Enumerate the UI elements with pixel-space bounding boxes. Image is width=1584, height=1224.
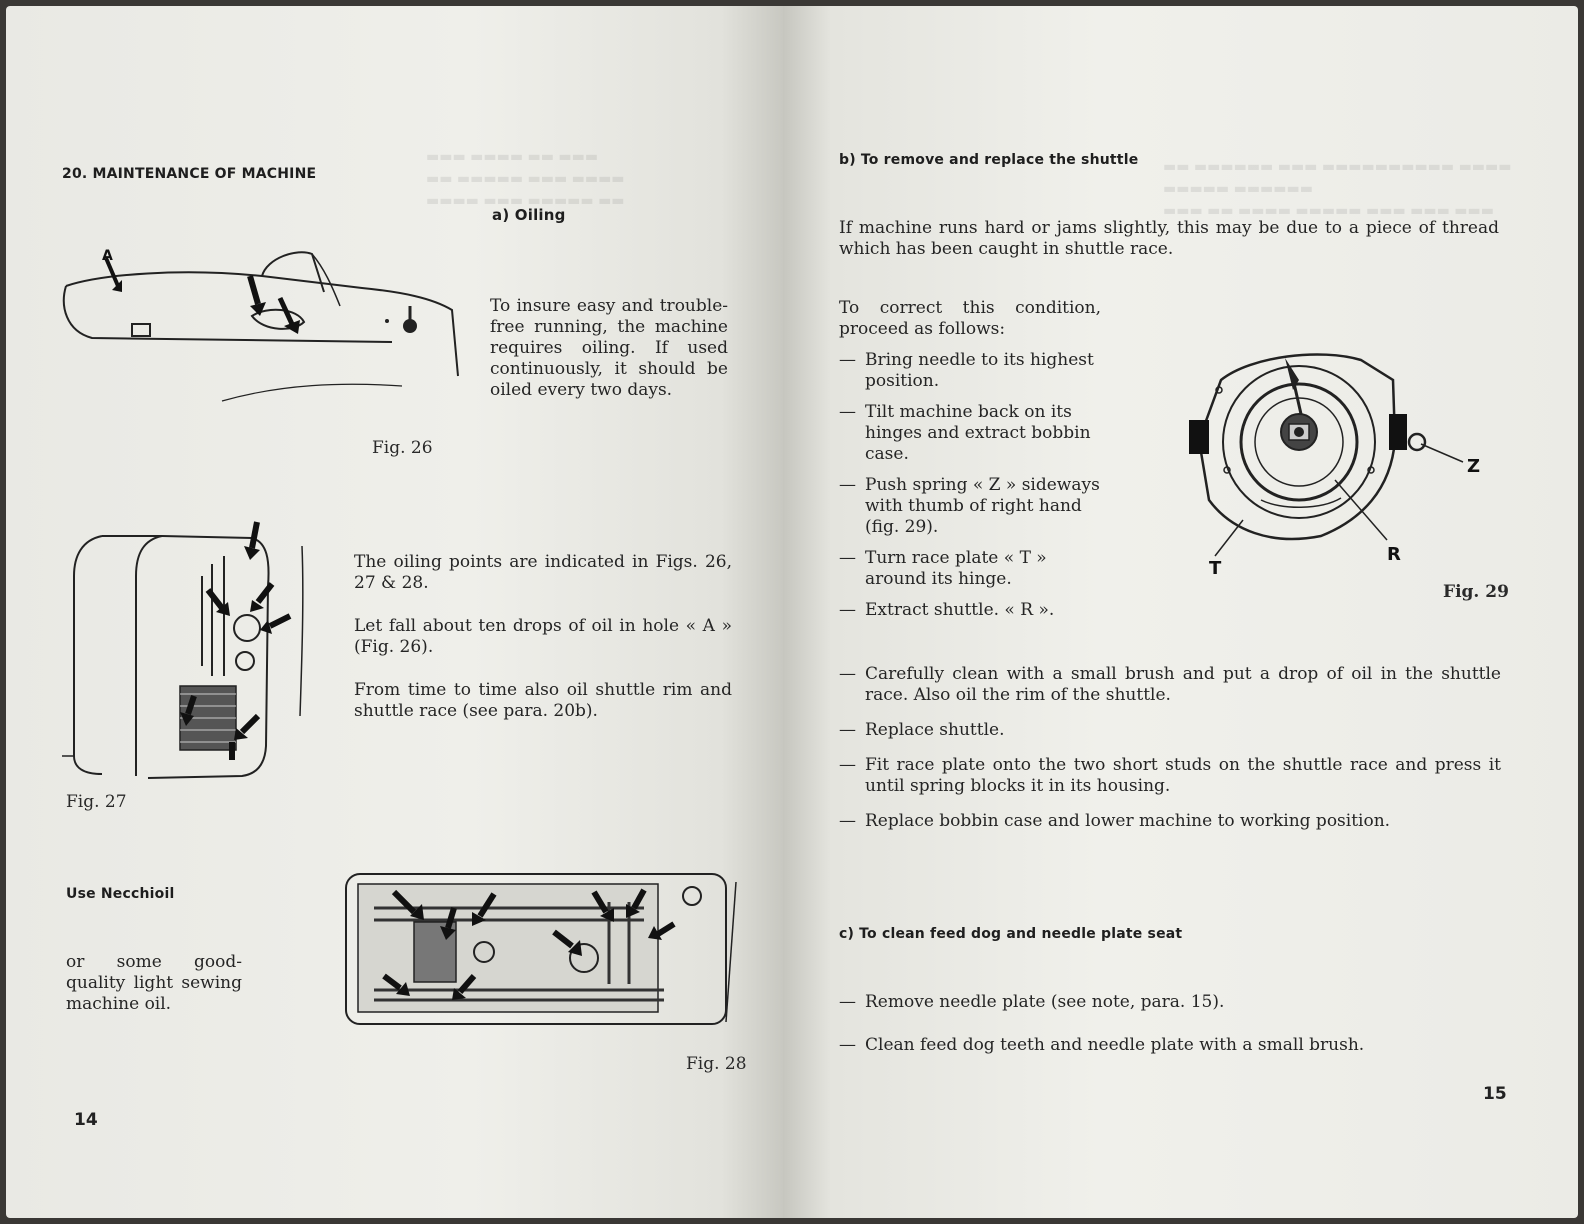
right-page (783, 6, 1578, 1218)
step-item: — Clean feed dog teeth and needle plate with a small brush. (839, 1035, 1501, 1056)
step-item: — Carefully clean with a small brush and put a drop of oil in the shuttle race. Also oil the rim of the shuttle. (839, 664, 1501, 706)
fig29-label: Fig. 29 (1443, 582, 1509, 602)
steps-list (839, 350, 1101, 631)
fig26-callout-a: A (102, 248, 113, 264)
oiling-points-text: The oiling points are indicated in Figs. 26, 27 & 28. (354, 552, 732, 593)
jam-paragraph: If machine runs hard or jams slightly, this may be due to a piece of thread which has been caught in shuttle race. (839, 218, 1499, 259)
step-item: — Turn race plate « T » around its hinge. (839, 548, 1101, 590)
oiling-heading: a) Oiling (492, 206, 566, 224)
fig28-drawing (344, 872, 739, 1032)
page-number-15: 15 (1483, 1084, 1507, 1104)
step-item: — Fit race plate onto the two short studs on the shuttle race and press it until spring blocks it in its housing. (839, 755, 1501, 797)
drops-text: Let fall about ten drops of oil in hole « A » (Fig. 26). (354, 616, 732, 657)
fig26-label: Fig. 26 (372, 438, 433, 458)
section-title: 20. MAINTENANCE OF MACHINE (62, 166, 317, 182)
left-page (6, 6, 783, 1218)
shuttle-heading: b) To remove and replace the shuttle (839, 152, 1139, 168)
step-item: — Tilt machine back on its hinges and extract bobbin case. (839, 402, 1101, 465)
step-item: — Replace shuttle. (839, 720, 1501, 741)
step-item: — Replace bobbin case and lower machine to working position. (839, 811, 1501, 832)
fig28-label: Fig. 28 (686, 1054, 747, 1074)
fig29-drawing (1181, 350, 1501, 580)
fig29-callout-t: T (1209, 558, 1222, 579)
page-number-14: 14 (74, 1110, 98, 1130)
step-item: — Push spring « Z » sideways with thumb of right hand (fig. 29). (839, 475, 1101, 538)
shuttle-rim-text: From time to time also oil shuttle rim and shuttle race (see para. 20b). (354, 680, 732, 721)
fig29-callout-z: Z (1467, 456, 1481, 477)
oiling-paragraph: To insure easy and trouble-free running, the machine requires oiling. If used continuously, it should be oiled every two days. (490, 296, 728, 400)
step-item: — Bring needle to its highest position. (839, 350, 1101, 392)
bleed-through-text: ▬▬▬ ▬▬▬▬ ▬▬ ▬▬▬ ▬▬ ▬▬▬▬▬ ▬▬▬ ▬▬▬▬ ▬▬▬▬ ▬▬▬ ▬▬▬▬▬ ▬▬ (426, 149, 625, 209)
correct-intro: To correct this condition, proceed as follows: (839, 298, 1101, 339)
bleed-through-text: ▬▬ ▬▬▬▬▬▬ ▬▬▬ ▬▬▬▬▬▬▬▬▬▬ ▬▬▬▬ ▬▬▬▬▬ ▬▬▬▬▬▬ ▬▬▬ ▬▬ ▬▬▬▬ ▬▬▬▬▬ ▬▬▬ ▬▬▬ ▬▬▬ (1163, 159, 1512, 219)
step-item: — Extract shuttle. « R ». (839, 600, 1101, 621)
fig26-drawing (62, 246, 472, 406)
steps-after-list (839, 664, 1501, 846)
fig27-drawing (62, 516, 312, 786)
alt-oil-text: or some good-quality light sewing machine oil. (66, 952, 242, 1014)
feed-dog-steps (839, 992, 1501, 1066)
fig27-label: Fig. 27 (66, 792, 127, 812)
step-item: — Remove needle plate (see note, para. 15). (839, 992, 1501, 1013)
fig29-callout-r: R (1387, 544, 1401, 565)
feed-dog-heading: c) To clean feed dog and needle plate seat (839, 926, 1183, 942)
use-heading: Use Necchioil (66, 886, 175, 902)
